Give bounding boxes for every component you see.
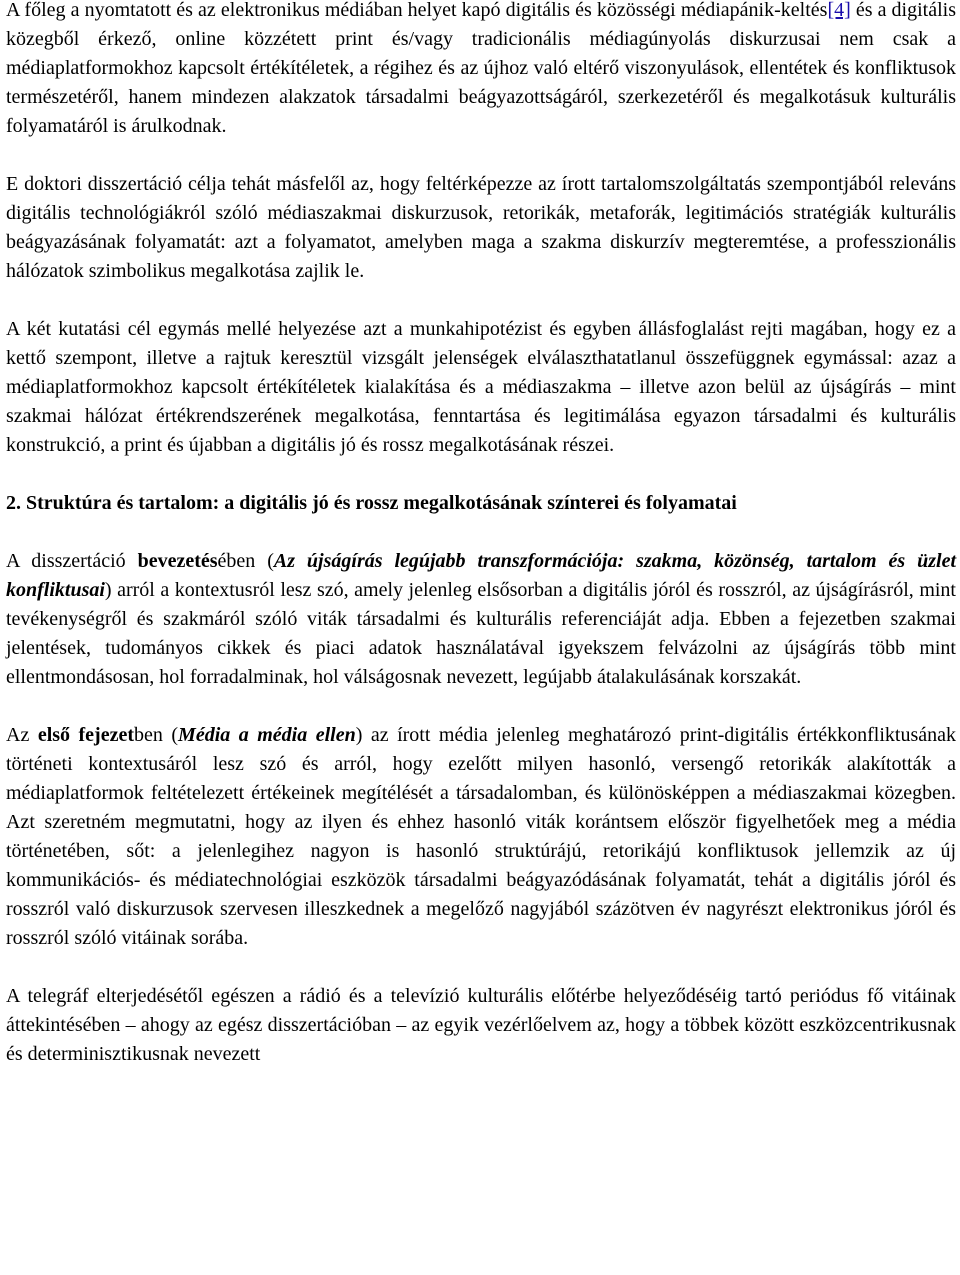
paragraph-text: A disszertáció (6, 550, 138, 572)
paragraph-text: ) arról a kontextusról lesz szó, amely jelenleg elsősorban a digitális jóról és rosszról, az újságírásról, mint tevékenységről és szakmáról szóló viták társadalmi és kulturális referenciáját adja. Ebben a fejezetben szakmai jelentések, tudományos cikkek és piaci adatok használatával igyekszem felvázolni az újságírás több mint ellentmondásosan, hol forradalminak, hol válságosnak nevezett, legújabb átalakulásának korszakát. (6, 579, 956, 688)
paragraph-media-panic (6, 0, 956, 141)
paragraph-text: ében ( (217, 550, 274, 572)
paragraph-research-hypothesis: A két kutatási cél egymás mellé helyezése azt a munkahipotézist és egyben állásfoglalást rejti magában, hogy ez a kettő szempont, illetve a rajtuk keresztül vizsgált jelenségek elválaszthatatlanul összefüggnek egymással: azaz a médiaplatformokhoz kapcsolt értékítéletek kialakítása és a médiaszakma – illetve azon belül az újságírás – mint szakmai hálózat értékrendszerének megalkotása, fenntartása és legitimálása egyazon társadalmi és kulturális konstrukció, a print és újabban a digitális jó és rossz megalkotásának részei. (6, 318, 956, 456)
paragraph-first-chapter (6, 721, 956, 953)
paragraph-text: A főleg a nyomtatott és az elektronikus médiában helyet kapó digitális és közösségi médiapánik-keltés (6, 0, 828, 21)
paragraph-dissertation-goal: E doktori disszertáció célja tehát másfelől az, hogy feltérképezze az írott tartalomszolgáltatás szempontjából releváns digitális technológiákról szóló médiaszakmai diskurzusok, retorikák, metaforák, legitimációs stratégiák kulturális beágyazásának folyamatát: azt a folyamatot, amelyben maga a szakma diskurzív megteremtése, a professzionális hálózatok szimbolikus megalkotása zajlik le. (6, 173, 956, 282)
paragraph-text: és a digitális közegből érkező, online közzétett print és/vagy tradicionális médiagúnyolás diskurzusai nem csak a médiaplatformokhoz kapcsolt értékítéletek, a régihez és az újhoz való eltérő viszonyulások, ellentétek és konfliktusok természetéről, hanem mindezen alakzatok társadalmi beágyazottságáról, szerkezetéről és megalkotásuk kulturális folyamatáról is árulkodnak. (6, 0, 956, 137)
paragraph-introduction (6, 547, 956, 692)
bold-term: első fejezet (37, 724, 135, 746)
section-heading: 2. Struktúra és tartalom: a digitális jó és rossz megalkotásának színterei és folyamatai (6, 492, 737, 514)
paragraph-telegraph: A telegráf elterjedésétől egészen a rádió és a televízió kulturális előtérbe helyeződéséig tartó periódus fő vitáinak áttekintésében – ahogy az egész disszertációban – az egyik vezérlőelvem az, hogy a többek között eszközcentrikusnak és determinisztikusnak nevezett (6, 985, 956, 1065)
chapter-title: Média a média ellen (178, 724, 356, 746)
footnote-reference-link[interactable]: [4] (827, 0, 851, 21)
paragraph-text: ben ( (134, 724, 179, 746)
paragraph-text: ) az írott média jelenleg meghatározó print-digitális értékkonfliktusának történeti kontextusáról lesz szó és arról, hogy ezelőtt milyen hasonló, versengő retorikák alakították a médiaplatformok feltételezett értékeinek megítélését a társadalomban, és különösképpen a médiaszakmai közegben. Azt szeretném megmutatni, hogy az ilyen és ehhez hasonló viták korántsem először figyelhetőek meg a média történetében, sőt: a jelenlegihez nagyon is hasonló struktúrájú, retorikájú konfliktusok jellemzik az új kommunikációs- és médiatechnológiai eszközök társadalmi beágyazódásának folyamatát, tehát a digitális jóról és rosszról való diskurzusok szervesen illeszkednek a megelőző nagyjából százötven év nagyrészt elektronikus jóról és rosszról szóló vitáinak sorába. (6, 724, 956, 949)
paragraph-text: Az (6, 724, 38, 746)
chapter-title: Az újságírás legújabb transzformációja: szakma, közönség, tartalom és üzlet konfliktusai (6, 550, 957, 601)
bold-term: bevezetés (137, 550, 218, 572)
